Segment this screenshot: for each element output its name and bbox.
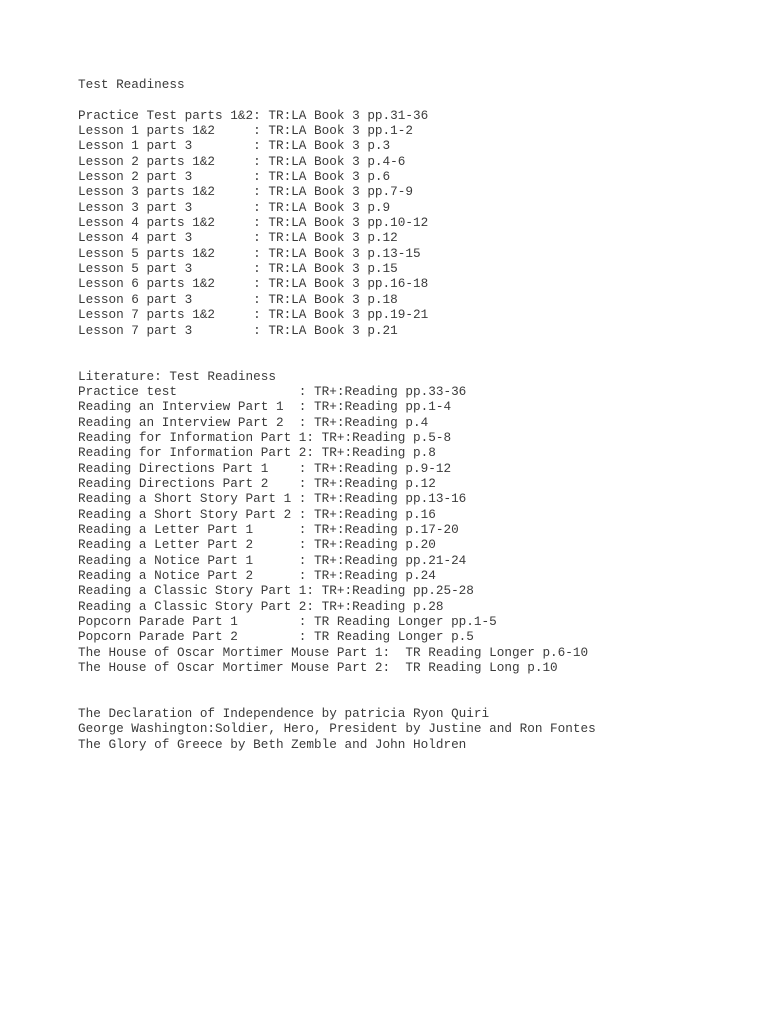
literature-line: Popcorn Parade Part 1 : TR Reading Longer pp.1-5 [78,614,497,630]
literature-line: Reading a Letter Part 1 : TR+:Reading p.17-20 [78,521,459,537]
literature-line: Reading for Information Part 1: TR+:Reading p.5-8 [78,429,452,445]
schedule-line: Lesson 6 part 3 : TR:LA Book 3 p.18 [78,291,398,307]
literature-line: Reading Directions Part 2 : TR+:Reading p.12 [78,475,436,491]
schedule-line: Practice Test parts 1&2: TR:LA Book 3 pp.31-36 [78,107,429,123]
schedule-line: Lesson 1 part 3 : TR:LA Book 3 p.3 [78,138,391,154]
literature-line: Reading a Classic Story Part 1: TR+:Reading pp.25-28 [78,583,474,599]
literature-line: Reading a Classic Story Part 2: TR+:Reading p.28 [78,598,444,614]
literature-line: The House of Oscar Mortimer Mouse Part 2: TR Reading Long p.10 [78,660,558,676]
schedule-line: Lesson 7 parts 1&2 : TR:LA Book 3 pp.19-21 [78,307,429,323]
literature-line: Reading a Notice Part 1 : TR+:Reading pp.21-24 [78,552,467,568]
literature-line: Reading a Short Story Part 1 : TR+:Reading pp.13-16 [78,491,467,507]
literature-line: The House of Oscar Mortimer Mouse Part 1: TR Reading Longer p.6-10 [78,644,589,660]
book-title-line: The Declaration of Independence by patricia Ryon Quiri [78,706,490,722]
test-readiness-section [78,77,758,338]
book-title-line: The Glory of Greece by Beth Zemble and John Holdren [78,736,467,752]
schedule-line: Lesson 7 part 3 : TR:LA Book 3 p.21 [78,322,398,338]
schedule-line: Lesson 1 parts 1&2 : TR:LA Book 3 pp.1-2 [78,123,414,139]
spacer [78,92,758,107]
schedule-line: Lesson 5 part 3 : TR:LA Book 3 p.15 [78,261,398,277]
schedule-line: Lesson 5 parts 1&2 : TR:LA Book 3 p.13-15 [78,245,421,261]
schedule-line: Lesson 4 part 3 : TR:LA Book 3 p.12 [78,230,398,246]
document-page [78,77,758,752]
schedule-line: Lesson 3 parts 1&2 : TR:LA Book 3 pp.7-9 [78,184,414,200]
literature-line: Popcorn Parade Part 2 : TR Reading Longer p.5 [78,629,474,645]
test-readiness-heading: Test Readiness [78,77,185,92]
literature-line: Reading an Interview Part 1 : TR+:Reading pp.1-4 [78,399,452,415]
literature-line: Reading for Information Part 2: TR+:Reading p.8 [78,445,436,461]
literature-line: Reading a Short Story Part 2 : TR+:Reading p.16 [78,506,436,522]
books-section [78,706,758,752]
literature-section [78,369,758,676]
literature-line: Practice test : TR+:Reading pp.33-36 [78,383,467,399]
literature-line: Reading a Letter Part 2 : TR+:Reading p.20 [78,537,436,553]
spacer [78,675,758,706]
literature-line: Reading a Notice Part 2 : TR+:Reading p.24 [78,568,436,583]
schedule-line: Lesson 4 parts 1&2 : TR:LA Book 3 pp.10-12 [78,215,429,231]
schedule-line: Lesson 2 part 3 : TR:LA Book 3 p.6 [78,169,391,185]
schedule-line: Lesson 2 parts 1&2 : TR:LA Book 3 p.4-6 [78,153,406,169]
literature-line: Reading Directions Part 1 : TR+:Reading p.9-12 [78,460,452,476]
literature-line: Reading an Interview Part 2 : TR+:Reading p.4 [78,414,429,430]
book-title-line: George Washington:Soldier, Hero, President by Justine and Ron Fontes [78,721,596,737]
schedule-line: Lesson 6 parts 1&2 : TR:LA Book 3 pp.16-18 [78,276,429,292]
spacer [78,338,758,369]
schedule-line: Lesson 3 part 3 : TR:LA Book 3 p.9 [78,199,391,215]
literature-heading: Literature: Test Readiness [78,368,276,384]
